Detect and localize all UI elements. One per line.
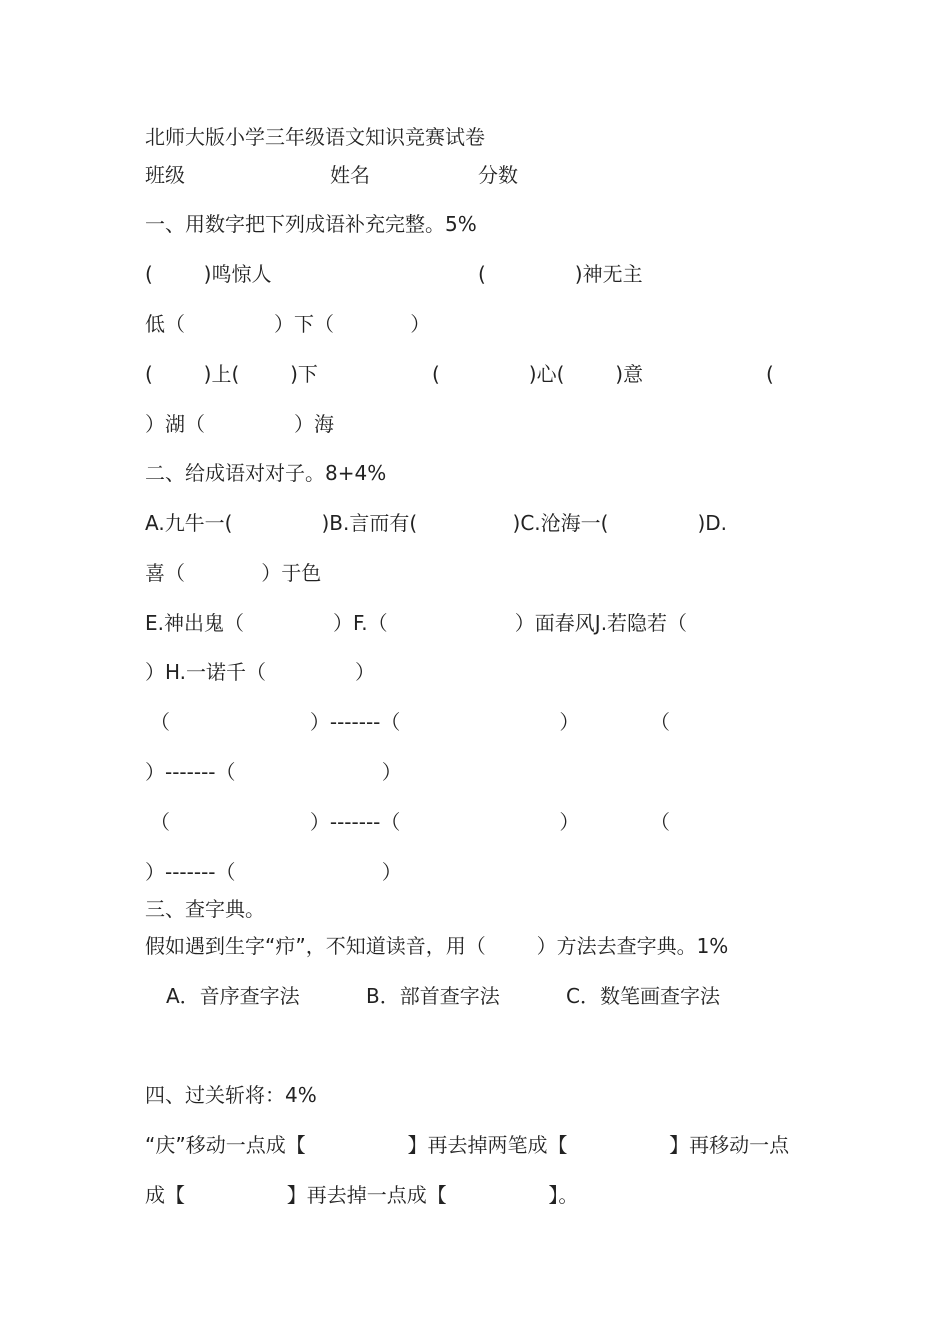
name-label: 姓名: [330, 163, 370, 187]
doc-title: 北师大版小学三年级语文知识竞赛试卷: [145, 125, 485, 149]
s2-line-2: 喜（ ）于色: [145, 561, 322, 585]
s1-line-1b: ( )神无主: [478, 262, 643, 286]
s4-line-2: 成【 】再去掉一点成【 】。: [145, 1183, 579, 1207]
s2-line-4: ）H.一诺千（ ）: [145, 660, 376, 684]
s2-line-8: ）-------（ ）: [145, 860, 402, 884]
s2-line-6: ）-------（ ）: [145, 760, 402, 784]
s3-option-b: B．部首查字法: [366, 984, 500, 1008]
s1-line-3a: ( )上( )下: [145, 362, 318, 386]
s2-line-7a: （ ）-------（ ）: [150, 810, 580, 834]
s4-line-1: “庆”移动一点成【 】再去掉两笔成【 】再移动一点: [145, 1133, 790, 1157]
s3-option-a: A．音序查字法: [166, 984, 300, 1008]
s2-line-3: E.神出鬼（ ）F.（ ）面春风J.若隐若（: [145, 611, 688, 635]
s2-line-5b: （: [650, 710, 670, 734]
section-3-heading: 三、查字典。: [145, 897, 265, 921]
section-2-heading: 二、给成语对对子。8+4%: [145, 461, 387, 485]
score-label: 分数: [478, 163, 518, 187]
s3-option-c: C．数笔画查字法: [566, 984, 720, 1008]
class-label: 班级: [145, 163, 185, 187]
s1-line-3c: (: [766, 362, 774, 386]
s1-line-2: 低（ ）下（ ）: [145, 312, 431, 336]
s2-line-5a: （ ）-------（ ）: [150, 710, 580, 734]
section-4-heading: 四、过关斩将：4%: [145, 1083, 317, 1107]
s2-line-7b: （: [650, 810, 670, 834]
s2-line-1: A.九牛一( )B.言而有( )C.沧海一( )D.: [145, 511, 728, 535]
s3-question: 假如遇到生字“疖”，不知道读音，用（ ）方法去查字典。1%: [145, 934, 729, 958]
s1-line-3b: ( )心( )意: [432, 362, 644, 386]
s1-line-1a: ( )鸣惊人: [145, 262, 272, 286]
section-1-heading: 一、用数字把下列成语补充完整。5%: [145, 212, 477, 236]
s1-line-4: ）湖（ ）海: [145, 412, 335, 436]
